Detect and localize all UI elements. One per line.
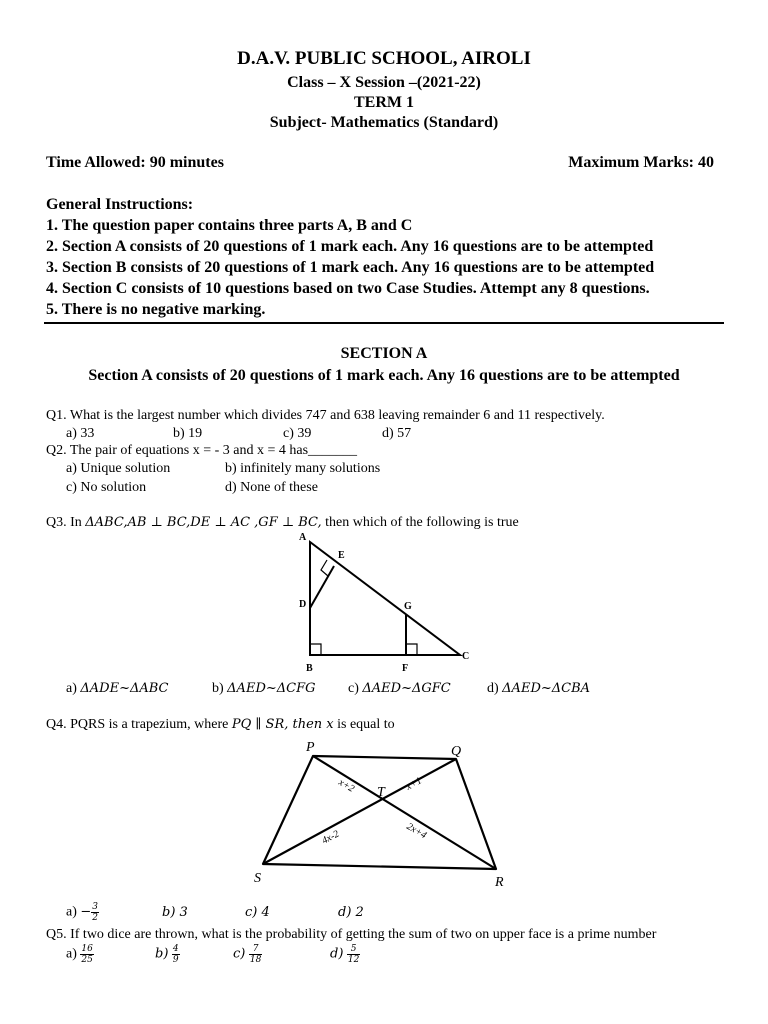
instruction-item: 2. Section A consists of 20 questions of 1 mark each. Any 16 questions are to be attempted [46, 238, 654, 255]
q1-option-c: c) 39 [283, 426, 312, 441]
header-divider [44, 322, 724, 324]
trapezium-pqrs [263, 756, 496, 869]
instruction-item: 5. There is no negative marking. [46, 301, 266, 318]
q3-triangle-figure [290, 530, 480, 675]
fraction: $\frac{7}{18}$ [249, 944, 262, 965]
section-a-title: SECTION A [340, 345, 428, 362]
q3-prefix: Q3. In [46, 515, 86, 530]
instruction-item: 4. Section C consists of 10 questions based on two Case Studies. Attempt any 8 questions. [46, 280, 650, 297]
right-angle-b [310, 644, 321, 655]
q3-math: ΔABC,AB ⊥ BC,DE ⊥ AC ,GF ⊥ BC, [85, 515, 322, 530]
q1-text: Q1. What is the largest number which divides 747 and 638 leaving remainder 6 and 11 respectively. [46, 408, 605, 423]
q2-option-a: a) Unique solution [66, 461, 171, 476]
instruction-item: 3. Section B consists of 20 questions of 1 mark each. Any 16 questions are to be attempted [46, 259, 655, 276]
label-rt: 2x+4 [404, 821, 429, 842]
time-allowed: Time Allowed: 90 minutes [46, 154, 224, 171]
school-name: D.A.V. PUBLIC SCHOOL, AIROLI [237, 48, 531, 69]
label-s: S [254, 871, 261, 886]
fraction: $\frac{3}{2}$ [92, 902, 99, 923]
q4-trapezium-figure [248, 736, 523, 891]
q5-option-d: d) $\frac{5}{12}$ [330, 944, 360, 965]
label-qt: x+1 [404, 775, 424, 793]
label-b: B [306, 663, 313, 674]
maximum-marks: Maximum Marks: 40 [568, 154, 714, 171]
q5-text: Q5. If two dice are thrown, what is the probability of getting the sum of two on upper face is a prime number [46, 927, 657, 942]
fraction: $\frac{16}{25}$ [81, 944, 93, 965]
class-session: Class – X Session –(2021-22) [287, 74, 481, 91]
subject-label: Subject- Mathematics (Standard) [269, 114, 499, 131]
q4-option-d: d) 2 [338, 905, 364, 920]
segment-de [310, 566, 334, 608]
label-d: D [299, 599, 307, 610]
q4-text [46, 717, 395, 733]
q5-option-b: b) $\frac{4}{9}$ [155, 944, 179, 965]
instruction-item: 1. The question paper contains three parts A, B and C [46, 217, 413, 234]
label-st: 4x-2 [320, 828, 342, 847]
q2-option-d: d) None of these [225, 480, 318, 495]
q5-option-a: a) $\frac{16}{25}$ [66, 944, 93, 965]
fraction: $\frac{4}{9}$ [172, 944, 179, 965]
q1-option-a: a) 33 [66, 426, 95, 441]
q2-option-b: b) infinitely many solutions [225, 461, 381, 476]
q2-option-c: c) No solution [66, 480, 147, 495]
q4-option-a: a) − $\frac{3}{2}$ [66, 902, 99, 923]
label-r: R [495, 875, 504, 890]
diagonal-pr [313, 756, 496, 869]
label-c: C [462, 651, 470, 662]
q1-option-b: b) 19 [173, 426, 203, 441]
diagonal-qs [263, 759, 456, 864]
q3-option-d: d) ΔAED~ΔCBA [487, 681, 591, 696]
q3-option-b: b) ΔAED~ΔCFG [212, 681, 316, 696]
right-angle-e [321, 560, 328, 576]
q3-option-c: c) ΔAED~ΔGFC [348, 681, 451, 696]
q2-text: Q2. The pair of equations x = - 3 and x = 4 has_______ [46, 443, 358, 458]
q4-prefix: Q4. PQRS is a trapezium, where [46, 717, 232, 732]
q5-option-c: c) $\frac{7}{18}$ [233, 944, 262, 965]
q4-option-b: b) 3 [162, 905, 188, 920]
section-a-subtitle: Section A consists of 20 questions of 1 mark each. Any 16 questions are to be attempted [88, 367, 680, 384]
q4-suffix: is equal to [333, 717, 395, 732]
triangle-abc [310, 542, 460, 655]
label-g: G [404, 601, 412, 612]
label-p: P [306, 740, 315, 755]
label-pt: x+2 [336, 777, 357, 795]
term-label: TERM 1 [354, 94, 414, 111]
q3-text [46, 515, 519, 531]
instructions-title: General Instructions: [46, 196, 194, 213]
q3-option-a: a) ΔADE~ΔABC [66, 681, 169, 696]
q4-math: PQ ∥ SR, then x [231, 717, 334, 732]
label-e: E [338, 550, 345, 561]
label-q: Q [451, 744, 462, 759]
label-f: F [402, 663, 409, 674]
q4-option-c: c) 4 [245, 905, 270, 920]
label-t: T [377, 785, 385, 800]
q1-option-d: d) 57 [382, 426, 412, 441]
fraction: $\frac{5}{12}$ [347, 944, 360, 965]
label-a: A [299, 532, 307, 543]
q3-suffix: then which of the following is true [321, 515, 519, 530]
right-angle-f [406, 644, 417, 655]
